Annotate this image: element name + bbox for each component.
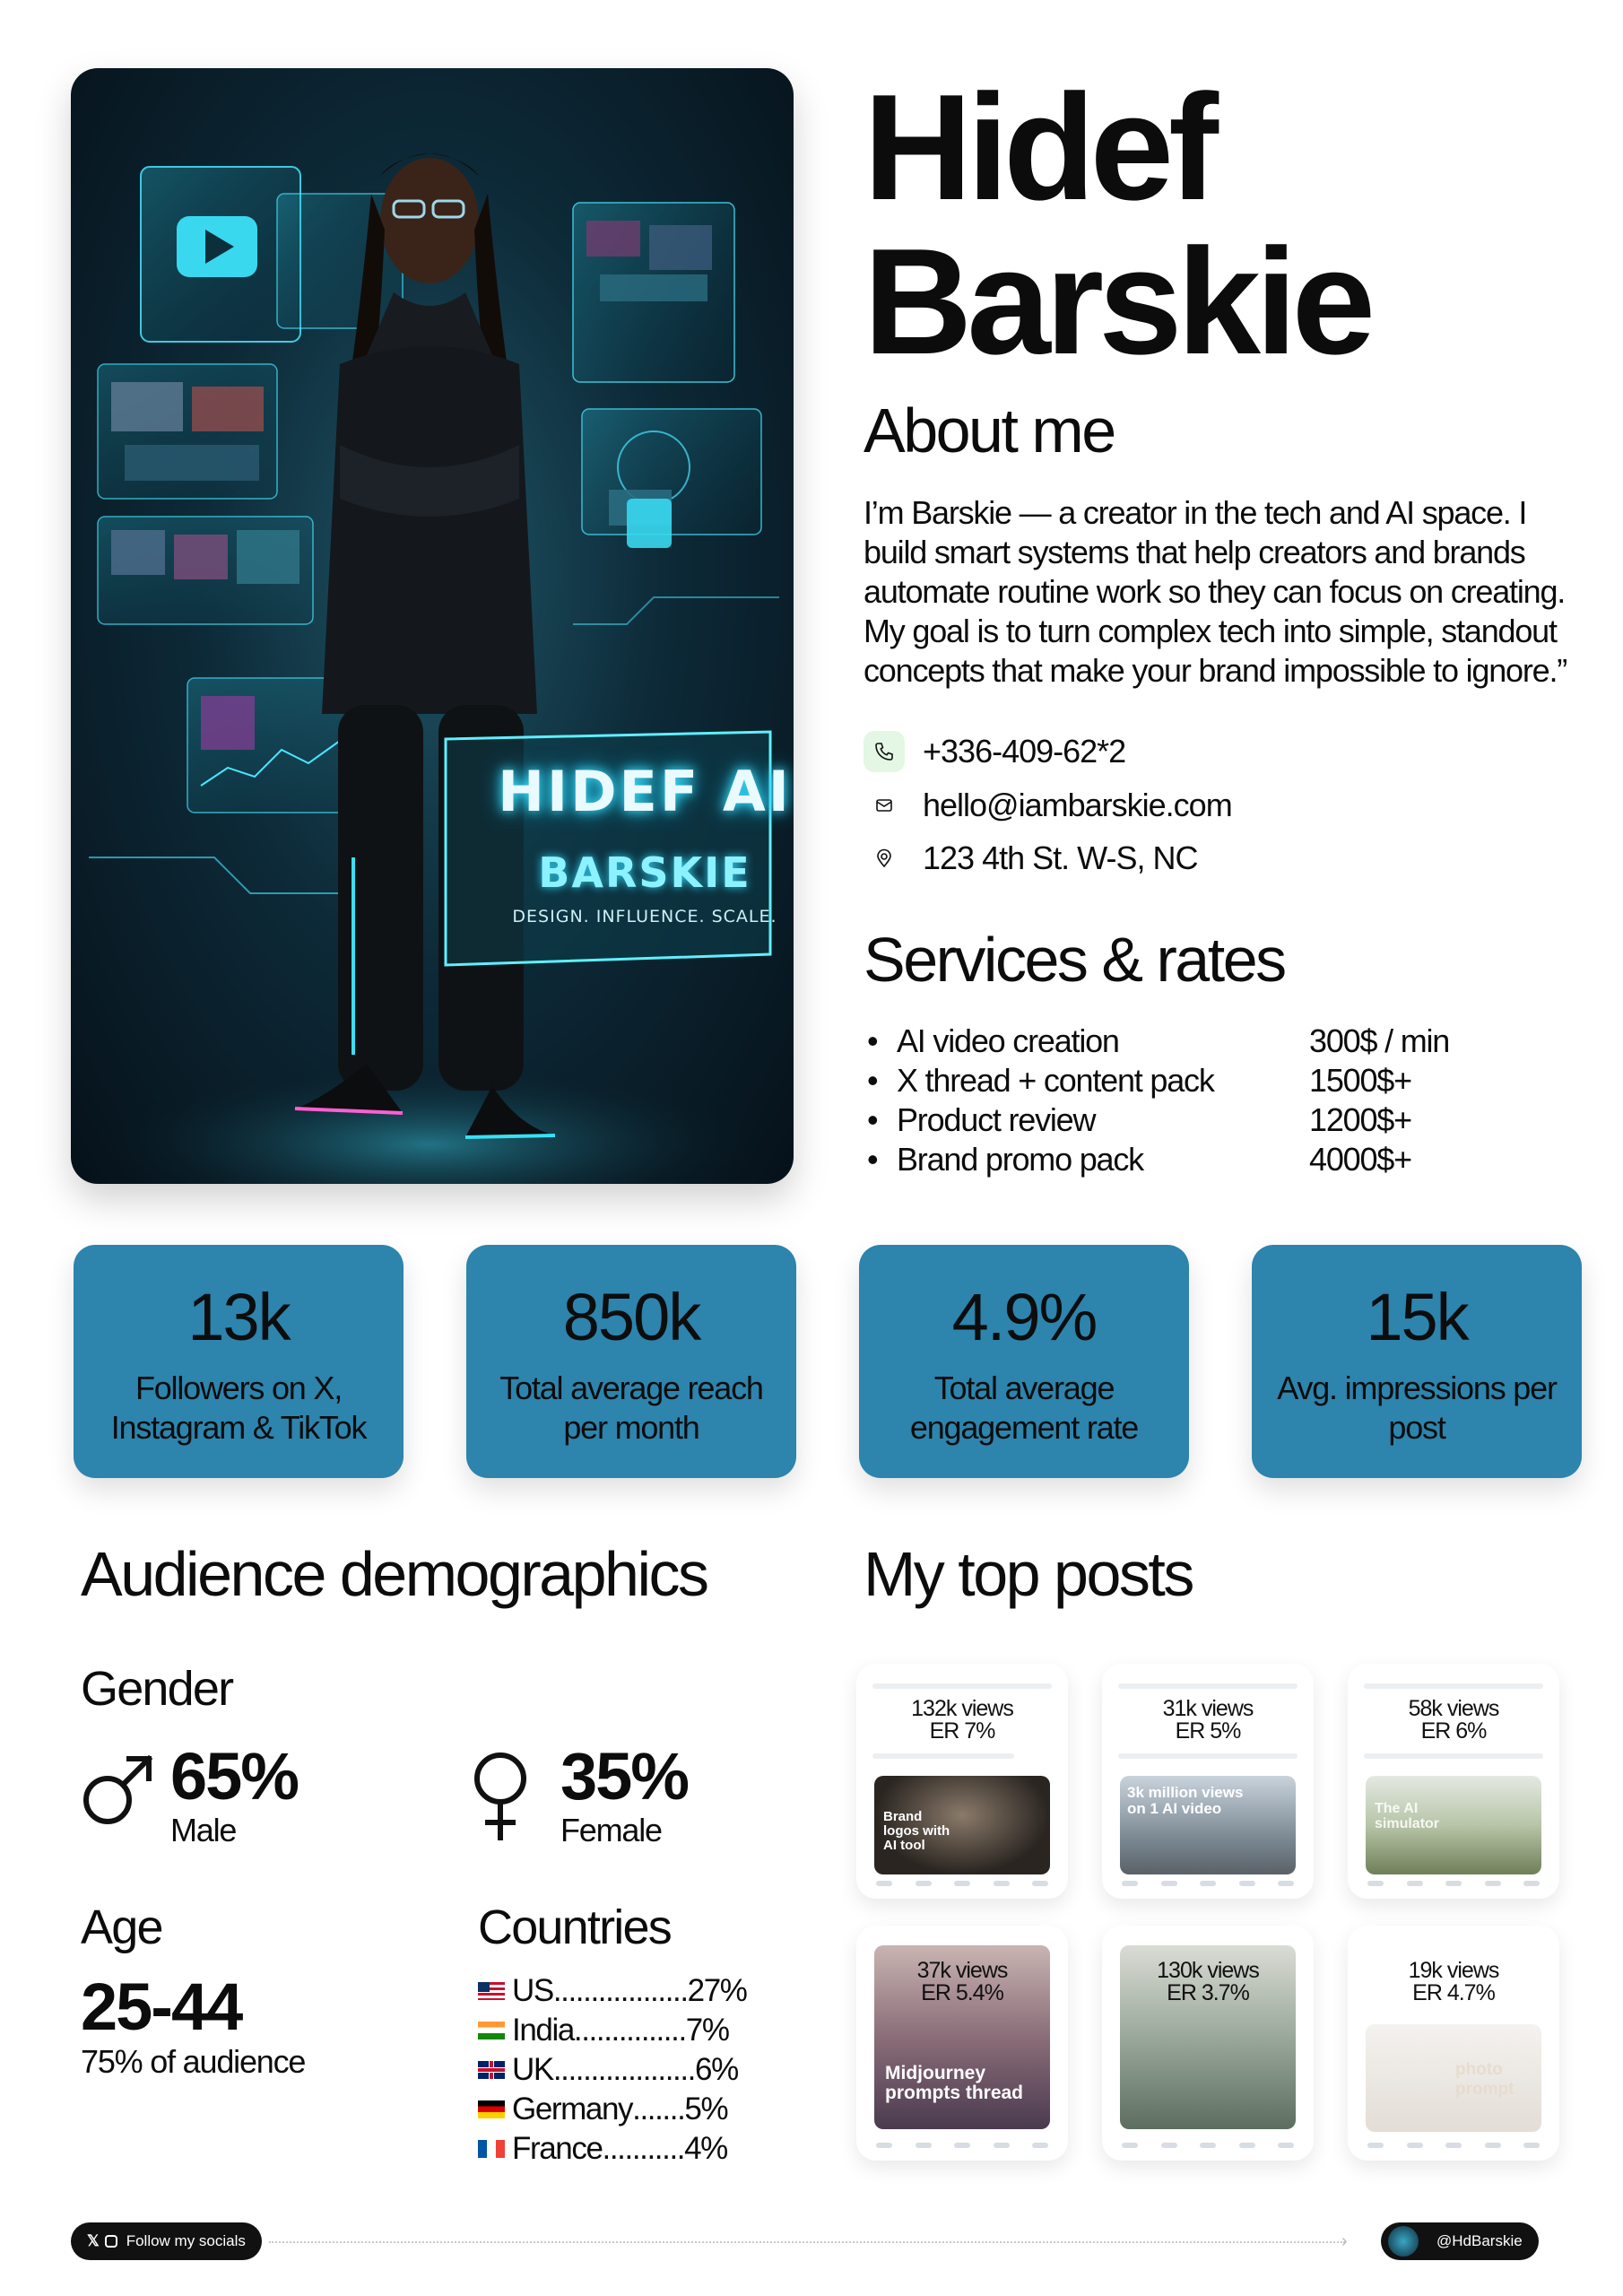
country-percent: 4% (684, 2131, 727, 2166)
social-handle: @HdBarskie (1436, 2232, 1523, 2249)
post-actions (1122, 2143, 1294, 2152)
stat-card-impressions (1252, 1245, 1582, 1478)
follow-label: Follow my socials (126, 2232, 246, 2249)
post-text-line (1118, 1683, 1298, 1689)
post-engagement: ER 4.7% (1412, 1980, 1495, 2005)
country-name: France (512, 2131, 603, 2166)
age-heading: Age (81, 1900, 162, 1954)
country-percent: 5% (684, 2092, 728, 2126)
post-card[interactable] (856, 1664, 1068, 1899)
post-thumbnail (1366, 2024, 1541, 2132)
country-percent: 7% (685, 2013, 729, 2048)
country-name: India (512, 2013, 574, 2048)
country-row-us (478, 1971, 756, 2011)
post-actions (1367, 1881, 1540, 1890)
post-views: 19k views (1408, 1958, 1499, 1983)
follow-socials-button[interactable] (71, 2222, 262, 2260)
hero-brand-tagline: DESIGN. INFLUENCE. SCALE. (512, 907, 777, 926)
country-row-uk (478, 2050, 756, 2090)
stat-label: Avg. impressions per post (1277, 1370, 1557, 1446)
email-address: hello@iambarskie.com (923, 787, 1232, 823)
stat-card-reach (466, 1245, 796, 1478)
countries-heading: Countries (478, 1900, 671, 1954)
stat-label: Followers on X, Instagram & TikTok (110, 1370, 367, 1446)
female-label: Female (560, 1812, 662, 1848)
post-engagement: ER 6% (1420, 1718, 1487, 1744)
post-engagement: ER 7% (929, 1718, 995, 1744)
first-name: Hidef (864, 63, 1213, 231)
service-name: Brand promo pack (897, 1141, 1143, 1178)
post-text-line (1364, 1753, 1543, 1759)
country-dots: .................. (552, 1973, 688, 2008)
post-engagement: ER 5.4% (921, 1980, 1003, 2005)
profile-name (864, 63, 1581, 386)
location-icon (864, 838, 905, 879)
post-engagement: ER 5% (1175, 1718, 1241, 1744)
top-posts-heading: My top posts (864, 1539, 1193, 1609)
country-name: US (512, 1973, 553, 2008)
mail-icon (864, 785, 905, 826)
bullet: • (867, 1141, 878, 1178)
stat-value: 13k (187, 1280, 290, 1354)
country-percent: 6% (695, 2052, 738, 2087)
post-views: 37k views (916, 1958, 1008, 1983)
post-caption: photo prompt (1455, 2060, 1515, 2099)
india-flag-icon (478, 2022, 505, 2039)
post-text-line (872, 1683, 1052, 1689)
phone-number: +336-409-62*2 (923, 733, 1126, 770)
country-dots: ........... (602, 2131, 685, 2166)
male-label: Male (170, 1812, 237, 1848)
service-name: X thread + content pack (897, 1062, 1214, 1099)
post-thumbnail (1366, 1776, 1541, 1874)
service-item (864, 1062, 1545, 1101)
post-card[interactable] (1348, 1664, 1559, 1899)
germany-flag-icon (478, 2100, 505, 2118)
post-engagement: ER 3.7% (1167, 1980, 1249, 2005)
stat-label: Total average engagement rate (909, 1370, 1139, 1446)
post-text-line (1118, 1753, 1298, 1759)
handle-button[interactable] (1381, 2222, 1539, 2260)
services-heading: Services & rates (864, 925, 1285, 995)
country-dots: ............... (573, 2013, 686, 2048)
female-icon (471, 1749, 530, 1842)
bullet: • (867, 1101, 878, 1138)
stat-value: 4.9% (951, 1280, 1097, 1354)
service-item (864, 1022, 1545, 1062)
audience-heading: Audience demographics (81, 1539, 707, 1609)
country-dots: ................... (552, 2052, 695, 2087)
country-name: UK (512, 2052, 553, 2087)
contact-email[interactable] (864, 782, 1545, 829)
service-item (864, 1141, 1545, 1180)
country-dots: ....... (632, 2092, 685, 2126)
hero-image (71, 68, 794, 1184)
post-views: 58k views (1408, 1696, 1499, 1721)
bullet: • (867, 1022, 878, 1059)
arrow-icon: › (1341, 2231, 1348, 2251)
service-rate: 300$ / min (1309, 1022, 1450, 1059)
hero-brand-title: HIDEF AI (498, 759, 792, 824)
post-actions (1367, 2143, 1540, 2152)
country-name: Germany (512, 2092, 633, 2126)
last-name: Barskie (864, 217, 1371, 386)
service-rate: 1500$+ (1309, 1062, 1411, 1099)
age-range: 25-44 (81, 1970, 242, 2044)
stat-card-engagement (859, 1245, 1189, 1478)
post-caption: The AI simulator (1375, 1801, 1440, 1831)
post-caption: 3k million views on 1 AI video (1127, 1784, 1244, 1817)
country-row-germany (478, 2090, 756, 2129)
post-text-line (1364, 1683, 1543, 1689)
female-percent: 35% (560, 1739, 689, 1813)
stat-card-followers (74, 1245, 404, 1478)
service-name: AI video creation (897, 1022, 1119, 1059)
post-thumbnail (1120, 1776, 1296, 1874)
post-thumbnail (874, 1776, 1050, 1874)
post-caption: Midjourney prompts thread (885, 2063, 1024, 2103)
post-views: 132k views (911, 1696, 1013, 1721)
gender-heading: Gender (81, 1662, 233, 1716)
avatar (1388, 2226, 1419, 2257)
post-actions (876, 1881, 1048, 1890)
hero-illustration (71, 68, 794, 1184)
country-row-india (478, 2011, 756, 2050)
post-card[interactable] (1102, 1664, 1314, 1899)
age-note: 75% of audience (81, 2043, 306, 2080)
stat-label: Total average reach per month (499, 1370, 763, 1446)
about-text: I’m Barskie — a creator in the tech and AI space. I build smart systems that help creators and brands automate routine work so they can focus on creating. My goal is to turn complex tech into simple, standout concepts that make your brand impossible to ignore.” (864, 494, 1567, 689)
x-icon: 𝕏 (87, 2232, 100, 2249)
bullet: • (867, 1062, 878, 1099)
hero-brand-subtitle: BARSKIE (538, 848, 751, 897)
stat-value: 15k (1366, 1280, 1468, 1354)
post-views: 130k views (1157, 1958, 1259, 1983)
us-flag-icon (478, 1982, 505, 2000)
footer-divider (269, 2241, 1345, 2243)
post-text-line (872, 1753, 1014, 1759)
male-icon (81, 1753, 154, 1827)
post-actions (876, 2143, 1048, 2152)
service-name: Product review (897, 1101, 1096, 1138)
phone-icon (864, 731, 905, 772)
service-rate: 1200$+ (1309, 1101, 1411, 1138)
france-flag-icon (478, 2140, 505, 2158)
post-card[interactable] (1348, 1926, 1559, 2161)
country-percent: 27% (687, 1973, 747, 2008)
service-item (864, 1101, 1545, 1141)
post-card[interactable] (856, 1926, 1068, 2161)
service-rate: 4000$+ (1309, 1141, 1411, 1178)
contact-address[interactable] (864, 835, 1545, 882)
post-views: 31k views (1162, 1696, 1254, 1721)
contact-phone[interactable] (864, 728, 1545, 775)
post-actions (1122, 1881, 1294, 1890)
instagram-icon (105, 2235, 117, 2248)
stat-value: 850k (562, 1280, 700, 1354)
post-caption: Brand logos with AI tool (883, 1809, 950, 1853)
post-card[interactable] (1102, 1926, 1314, 2161)
street-address: 123 4th St. W-S, NC (923, 839, 1198, 876)
uk-flag-icon (478, 2061, 505, 2079)
male-percent: 65% (170, 1739, 299, 1813)
about-heading: About me (864, 396, 1115, 465)
country-row-france (478, 2129, 756, 2169)
